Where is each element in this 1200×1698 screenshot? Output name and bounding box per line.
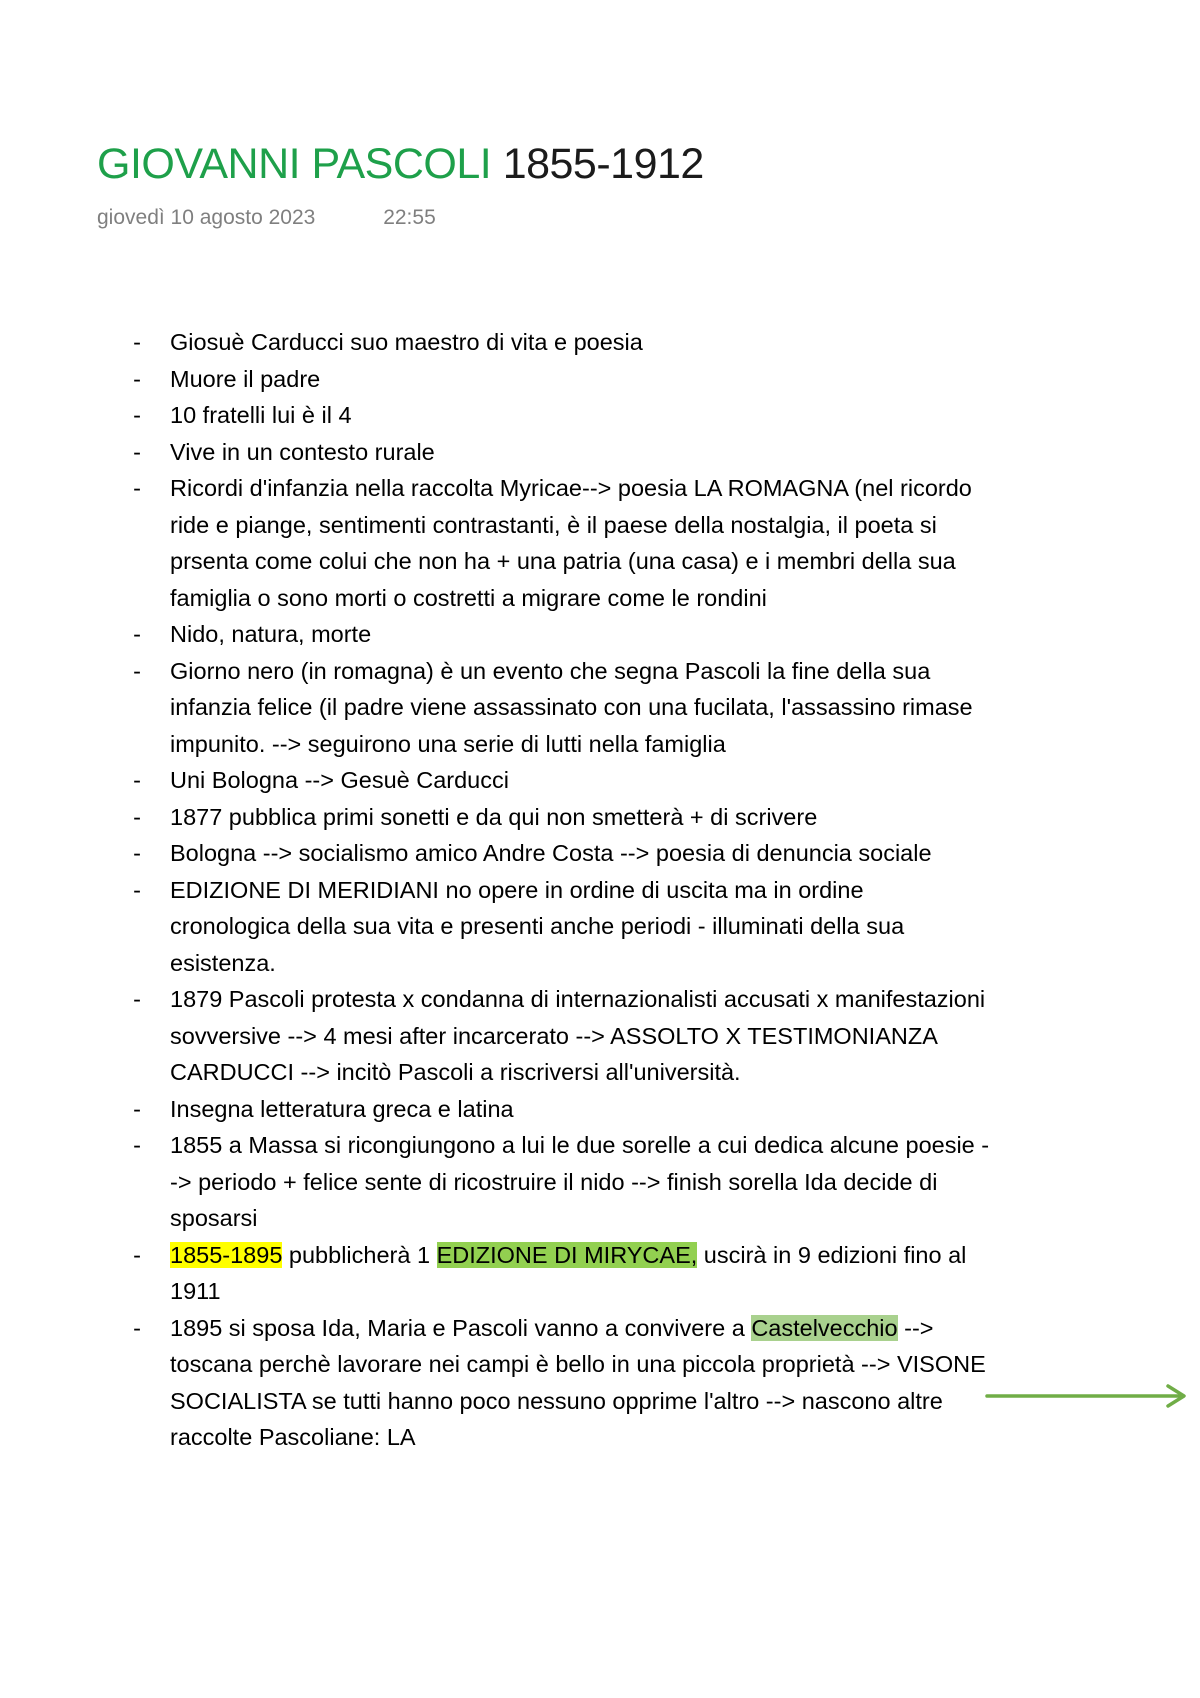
bullet-dash: - [133,1132,141,1158]
bullet-dash: - [133,621,141,647]
title-years: 1855-1912 [502,140,704,188]
bullet-dash: - [133,657,141,684]
note-date: giovedì 10 agosto 2023 [97,206,316,229]
bullet-dash: - [133,365,141,392]
bullet-dash: - [133,803,141,830]
list-item [130,653,990,763]
list-item [130,762,990,799]
bullet-dash: - [133,1314,141,1341]
notes-list [130,324,990,1456]
list-item-text: Muore il padre [170,365,321,392]
list-item-text: Giosuè Carducci suo maestro di vita e poesia [170,329,643,355]
list-item-text: Nido, natura, morte [170,621,372,647]
list-item [130,872,990,982]
list-item-text: Giorno nero (in romagna) è un evento che segna Pascoli la fine della sua infanzia felice (il padre viene assassinato con una fucilata, l'assassino rimase impunito. --> seguirono una serie di lutti nella famiglia [170,657,973,757]
list-item-text: Uni Bologna --> Gesuè Carducci [170,767,509,793]
note-timestamp [97,206,436,230]
bullet-dash: - [133,438,141,465]
list-item-text: Bologna --> socialismo amico Andre Costa --> poesia di denuncia sociale [170,840,932,866]
list-item-text: 1895 si sposa Ida, Maria e Pascoli vanno a convivere a [170,1314,752,1341]
list-item [130,1091,990,1128]
list-item [130,835,990,872]
list-item [130,434,990,471]
highlight-place: Castelvecchio [751,1314,898,1341]
list-item-text: pubblicherà 1 [282,1241,437,1268]
bullet-dash: - [133,329,141,355]
bullet-dash: - [133,767,141,793]
list-item-text: Ricordi d'infanzia nella raccolta Myricae--> poesia LA ROMAGNA (nel ricordo ride e piange, sentimenti contrastanti, è il paese della nostalgia, il poeta si prsenta come colui che non ha + una patria (una casa) e i membri della sua famiglia o sono morti o costretti a migrare come le rondini [170,475,972,611]
list-item-text: --> toscana perchè lavorare nei campi è bello in una piccola proprietà --> VISONE SOCIALISTA se tutti hanno poco nessuno opprime l'altro --> nascono altre raccolte Pascoliane: LA [170,1314,986,1450]
bullet-dash: - [133,1241,141,1268]
list-item-text: uscirà in 9 edizioni fino al 1911 [170,1241,967,1304]
list-item [130,1127,990,1237]
list-item-castelvecchio [130,1310,990,1456]
bullet-dash: - [133,876,141,903]
bullet-dash: - [133,475,141,501]
list-item-text: 1855 a Massa si ricongiungono a lui le due sorelle a cui dedica alcune poesie --> periodo + felice sente di ricostruire il nido --> finish sorella Ida decide di sposarsi [170,1132,990,1231]
list-item-text: EDIZIONE DI MERIDIANI no opere in ordine di uscita ma in ordine cronologica della sua vita e presenti anche periodi - illuminati della sua esistenza. [170,876,905,976]
list-item [130,361,990,398]
bullet-dash: - [133,1095,141,1122]
list-item-mirycae [130,1237,990,1310]
list-item-text: 10 fratelli lui è il 4 [170,402,352,428]
list-item-text: Vive in un contesto rurale [170,438,435,465]
page-title [97,138,704,190]
highlight-edition: EDIZIONE DI MIRYCAE, [436,1241,698,1268]
list-item [130,799,990,836]
bullet-dash: - [133,986,141,1012]
bullet-dash: - [133,402,141,428]
list-item [130,981,990,1091]
right-arrow-icon [985,1384,1190,1408]
highlight-years: 1855-1895 [170,1241,283,1268]
list-item-text: 1877 pubblica primi sonetti e da qui non smetterà + di scrivere [170,803,818,830]
list-item-text: 1879 Pascoli protesta x condanna di internazionalisti accusati x manifestazioni sovversive --> 4 mesi after incarcerato --> ASSOLTO X TESTIMONIANZA CARDUCCI --> incitò Pascoli a riscriversi all'università. [170,986,986,1085]
list-item [130,616,990,653]
bullet-dash: - [133,840,141,866]
list-item-text: Insegna letteratura greca e latina [170,1095,514,1122]
list-item [130,324,990,361]
list-item [130,470,990,616]
note-time: 22:55 [383,206,436,229]
list-item [130,397,990,434]
title-name: GIOVANNI PASCOLI [97,140,492,188]
